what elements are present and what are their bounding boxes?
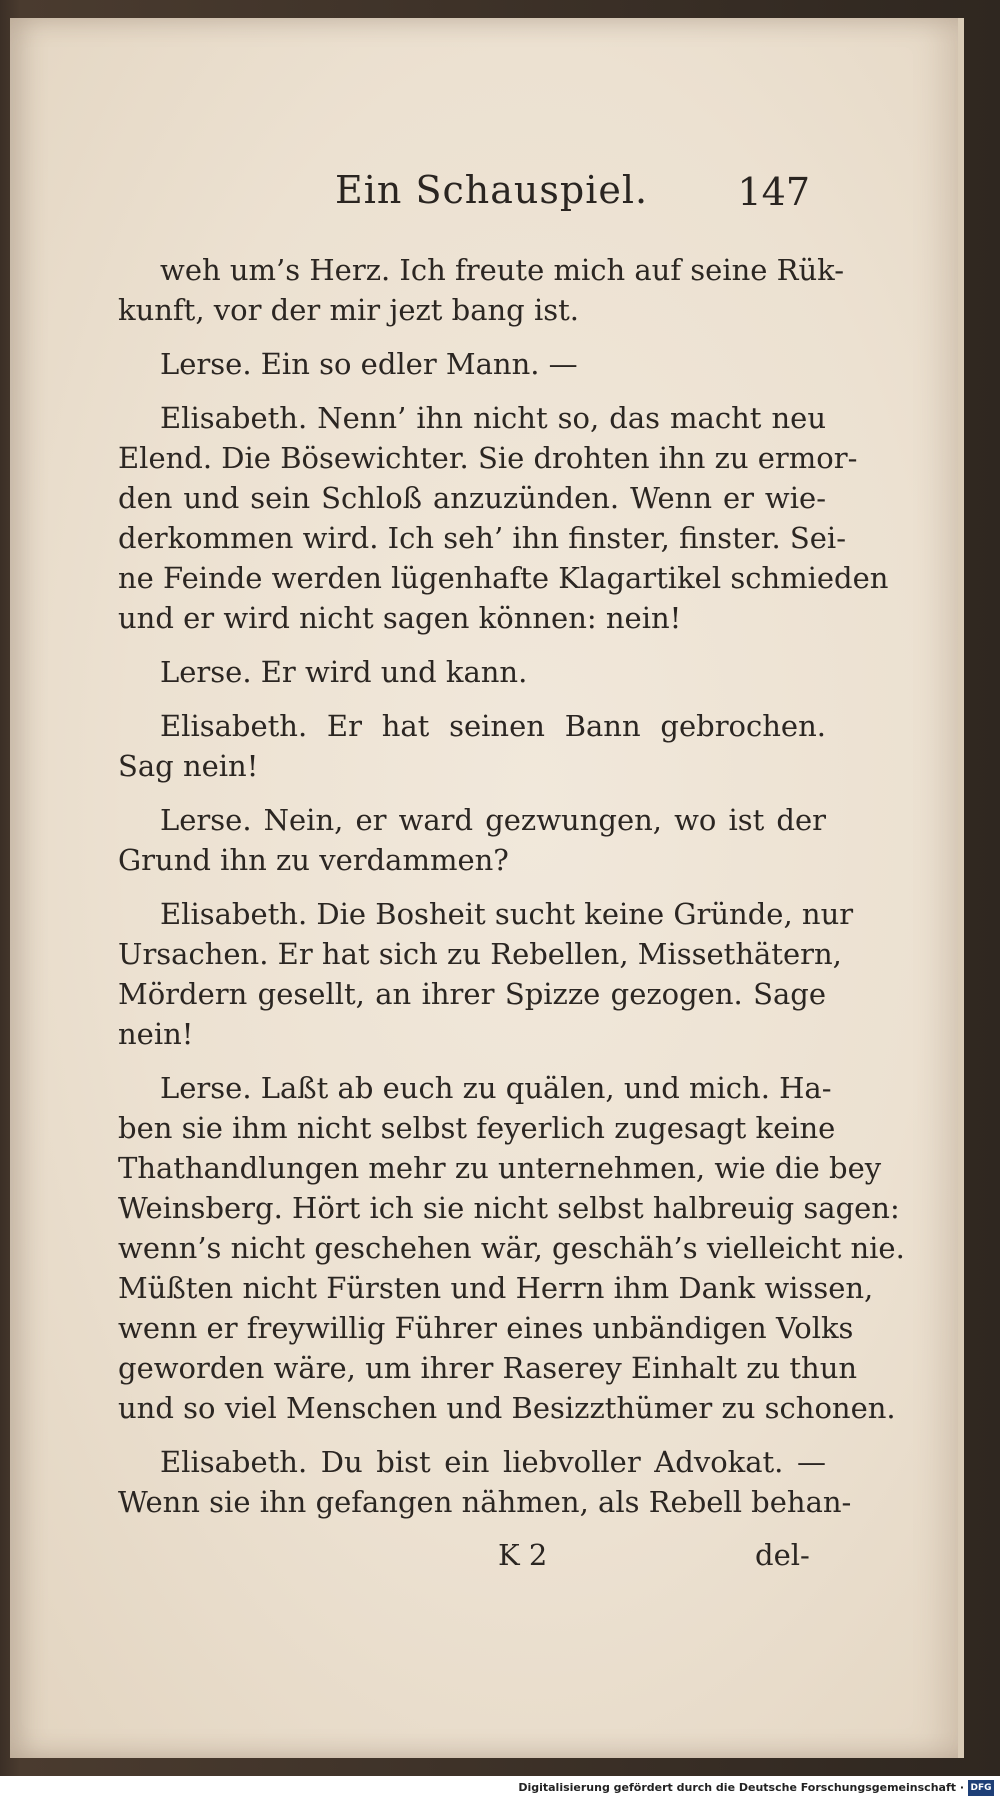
running-head <box>10 168 960 228</box>
text-line: und so viel Menschen und Besizzthümer zu schonen. <box>118 1391 896 1425</box>
text-line: den und sein Schloß anzuzünden. Wenn er wie- <box>118 481 826 515</box>
text-line: Mördern gesellt, an ihrer Spizze gezogen. Sage <box>118 977 826 1011</box>
text-line: Lerse. Ein so edler Mann. — <box>160 347 578 381</box>
paragraph-gap <box>118 1428 826 1442</box>
text-line: geworden wäre, um ihrer Raserey Einhalt zu thun <box>118 1351 858 1385</box>
paragraph <box>118 398 889 638</box>
text-line: wenn’s nicht geschehen wär, geschäh’s vielleicht nie. <box>118 1231 905 1265</box>
text-line: Wenn sie ihn gefangen nähmen, als Rebell behan- <box>118 1485 852 1519</box>
paragraph-gap <box>118 880 826 894</box>
text-line: Elisabeth. Nenn’ ihn nicht so, das macht neu <box>160 401 826 435</box>
book-page <box>10 18 960 1758</box>
page-footer <box>10 1538 960 1582</box>
paragraph-gap <box>118 384 826 398</box>
paragraph <box>118 1442 852 1522</box>
text-line: ben sie ihm nicht selbst feyerlich zugesagt keine <box>118 1111 836 1145</box>
paragraph <box>118 1068 905 1428</box>
text-line: und er wird nicht sagen können: nein! <box>118 601 682 635</box>
text-line: Elisabeth. Er hat seinen Bann gebrochen. <box>160 709 826 743</box>
paragraph-gap <box>118 638 826 652</box>
text-line: kunft, vor der mir jezt bang ist. <box>118 293 579 327</box>
paragraph-gap <box>118 1054 826 1068</box>
text-line: nein! <box>118 1017 194 1051</box>
text-line: Grund ihn zu verdammen? <box>118 843 509 877</box>
text-line: ne Feinde werden lügenhafte Klagartikel schmieden <box>118 561 889 595</box>
text-line: Elisabeth. Die Bosheit sucht keine Gründe, nur <box>160 897 854 931</box>
text-line: Lerse. Nein, er ward gezwungen, wo ist der <box>160 803 826 837</box>
digitization-credit-bar <box>0 1776 1000 1802</box>
signature-mark: K 2 <box>498 1538 548 1572</box>
credit-text: Digitalisierung gefördert durch die Deutsche Forschungsgemeinschaft · <box>518 1781 964 1794</box>
paragraph <box>118 894 854 1054</box>
paragraph <box>118 344 826 384</box>
paragraph <box>118 250 845 330</box>
text-line: derkommen wird. Ich seh’ ihn finster, finster. Sei- <box>118 521 847 555</box>
paragraph-gap <box>118 786 826 800</box>
text-line: Elend. Die Bösewichter. Sie drohten ihn zu ermor- <box>118 441 858 475</box>
paragraph <box>118 652 826 692</box>
body-text <box>118 250 905 1522</box>
paragraph-gap <box>118 692 826 706</box>
text-line: Lerse. Er wird und kann. <box>160 655 528 689</box>
text-line: weh um’s Herz. Ich freute mich auf seine Rük- <box>160 253 845 287</box>
dfg-logo: DFG <box>968 1780 994 1796</box>
catchword: del- <box>755 1538 810 1572</box>
text-line: Weinsberg. Hört ich sie nicht selbst halbreuig sagen: <box>118 1191 900 1225</box>
text-line: Sag nein! <box>118 749 259 783</box>
running-title: Ein Schauspiel. <box>335 168 649 212</box>
paragraph <box>118 706 826 786</box>
text-line: wenn er freywillig Führer eines unbändigen Volks <box>118 1311 854 1345</box>
page-number: 147 <box>737 170 810 214</box>
text-line: Lerse. Laßt ab euch zu quälen, und mich. Ha- <box>160 1071 832 1105</box>
paragraph <box>118 800 826 880</box>
text-line: Ursachen. Er hat sich zu Rebellen, Missethätern, <box>118 937 842 971</box>
paragraph-gap <box>118 330 826 344</box>
text-line: Thathandlungen mehr zu unternehmen, wie die bey <box>118 1151 882 1185</box>
text-line: Müßten nicht Fürsten und Herrn ihm Dank wissen, <box>118 1271 874 1305</box>
page-edge <box>958 18 964 1758</box>
text-line: Elisabeth. Du bist ein liebvoller Advokat. — <box>160 1445 826 1479</box>
